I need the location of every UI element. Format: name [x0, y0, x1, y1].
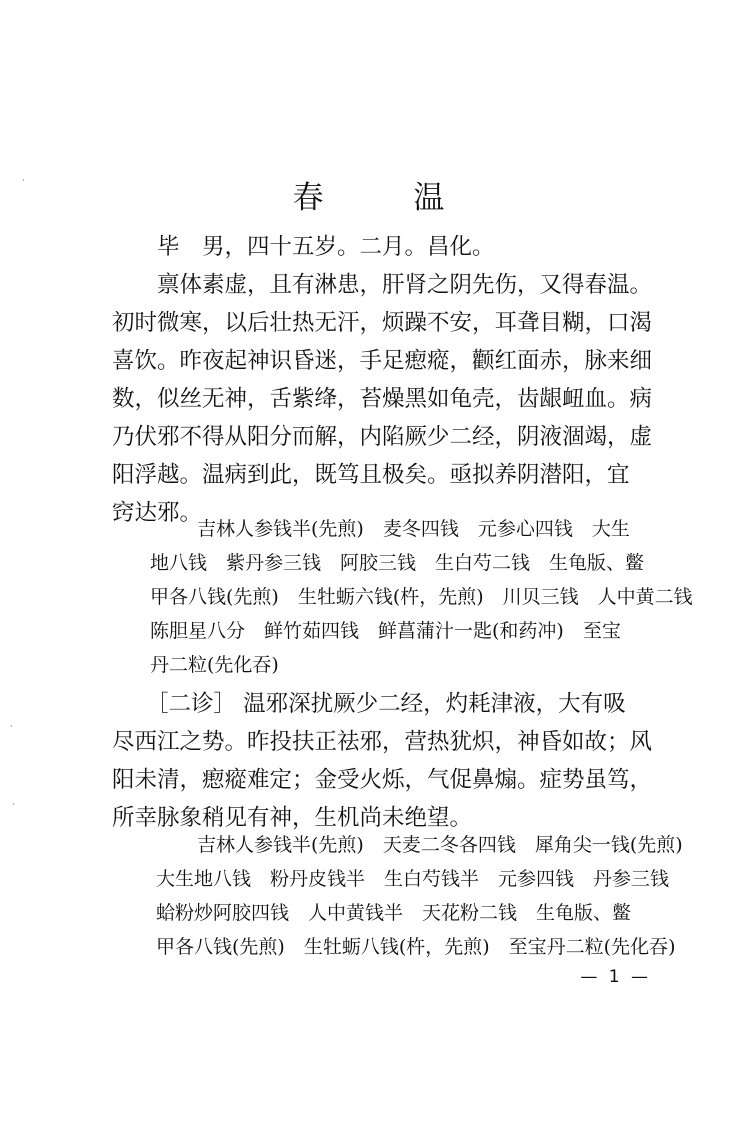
prescription2-line-3: 蛤粉炒阿胶四钱 人中黄钱半 天花粉二钱 生龟版、鳖	[156, 902, 632, 924]
prescription2-line-1: 吉林人参钱半(先煎) 天麦二冬各四钱 犀角尖一钱(先煎)	[197, 834, 683, 856]
prescription-2	[112, 828, 683, 964]
paragraph2-line-2: 尽西江之势。昨投扶正祛邪，营热犹炽，神昏如故；风	[112, 729, 653, 755]
second-visit-text	[112, 685, 667, 837]
paragraph1-line-5: 乃伏邪不得从阳分而解，内陷厥少二经，阴液涸竭，虚	[112, 424, 653, 450]
prescription1-line-2: 地八钱 紫丹参三钱 阿胶三钱 生白芍二钱 生龟版、鳖	[150, 552, 645, 574]
paragraph1-line-1: 禀体素虚，且有淋患，肝肾之阴先伤，又得春温。	[157, 272, 653, 298]
prescription1-line-3: 甲各八钱(先煎) 生牡蛎六钱(杵，先煎) 川贝三钱 人中黄二钱	[150, 586, 693, 608]
case-header: 毕 男，四十五岁。二月。昌化。	[157, 234, 495, 260]
paragraph1-line-3: 喜饮。昨夜起神识昏迷，手足瘛瘲，颧红面赤，脉来细	[112, 348, 653, 374]
paragraph2-line-1: ［二诊］ 温邪深扰厥少二经，灼耗津液，大有吸	[146, 691, 626, 717]
prescription-1	[112, 512, 693, 682]
paragraph2-line-4: 所幸脉象稍见有神，生机尚未绝望。	[112, 805, 473, 831]
scan-speck: ·	[22, 176, 25, 185]
case-text	[112, 228, 667, 532]
prescription1-line-1: 吉林人参钱半(先煎) 麦冬四钱 元参心四钱 大生	[197, 518, 630, 540]
paragraph1-line-6: 阳浮越。温病到此，既笃且极矣。亟拟养阴潜阳，宜	[112, 462, 630, 488]
paragraph1-line-2: 初时微寒，以后壮热无汗，烦躁不安，耳聋目糊，口渴	[112, 310, 653, 336]
paragraph1-line-7: 窍达邪。	[112, 500, 203, 526]
prescription1-line-4: 陈胆星八分 鲜竹茹四钱 鲜菖蒲汁一匙(和药冲) 至宝	[150, 620, 621, 642]
prescription1-line-5: 丹二粒(先化吞)	[150, 654, 279, 676]
page-number: — 1 —	[580, 967, 651, 987]
scan-speck: ·	[10, 722, 13, 731]
prescription2-line-4: 甲各八钱(先煎) 生牡蛎八钱(杵，先煎) 至宝丹二粒(先化吞)	[156, 936, 676, 958]
scan-speck: ·	[12, 800, 15, 809]
page-title: 春 温	[292, 180, 485, 216]
paragraph2-line-3: 阳未清，瘛瘲难定；金受火烁，气促鼻煽。症势虽笃，	[112, 767, 653, 793]
paragraph1-line-4: 数，似丝无神，舌紫绛，苔燥黑如龟壳，齿龈衄血。病	[112, 386, 653, 412]
prescription2-line-2: 大生地八钱 粉丹皮钱半 生白芍钱半 元参四钱 丹参三钱	[156, 868, 670, 890]
